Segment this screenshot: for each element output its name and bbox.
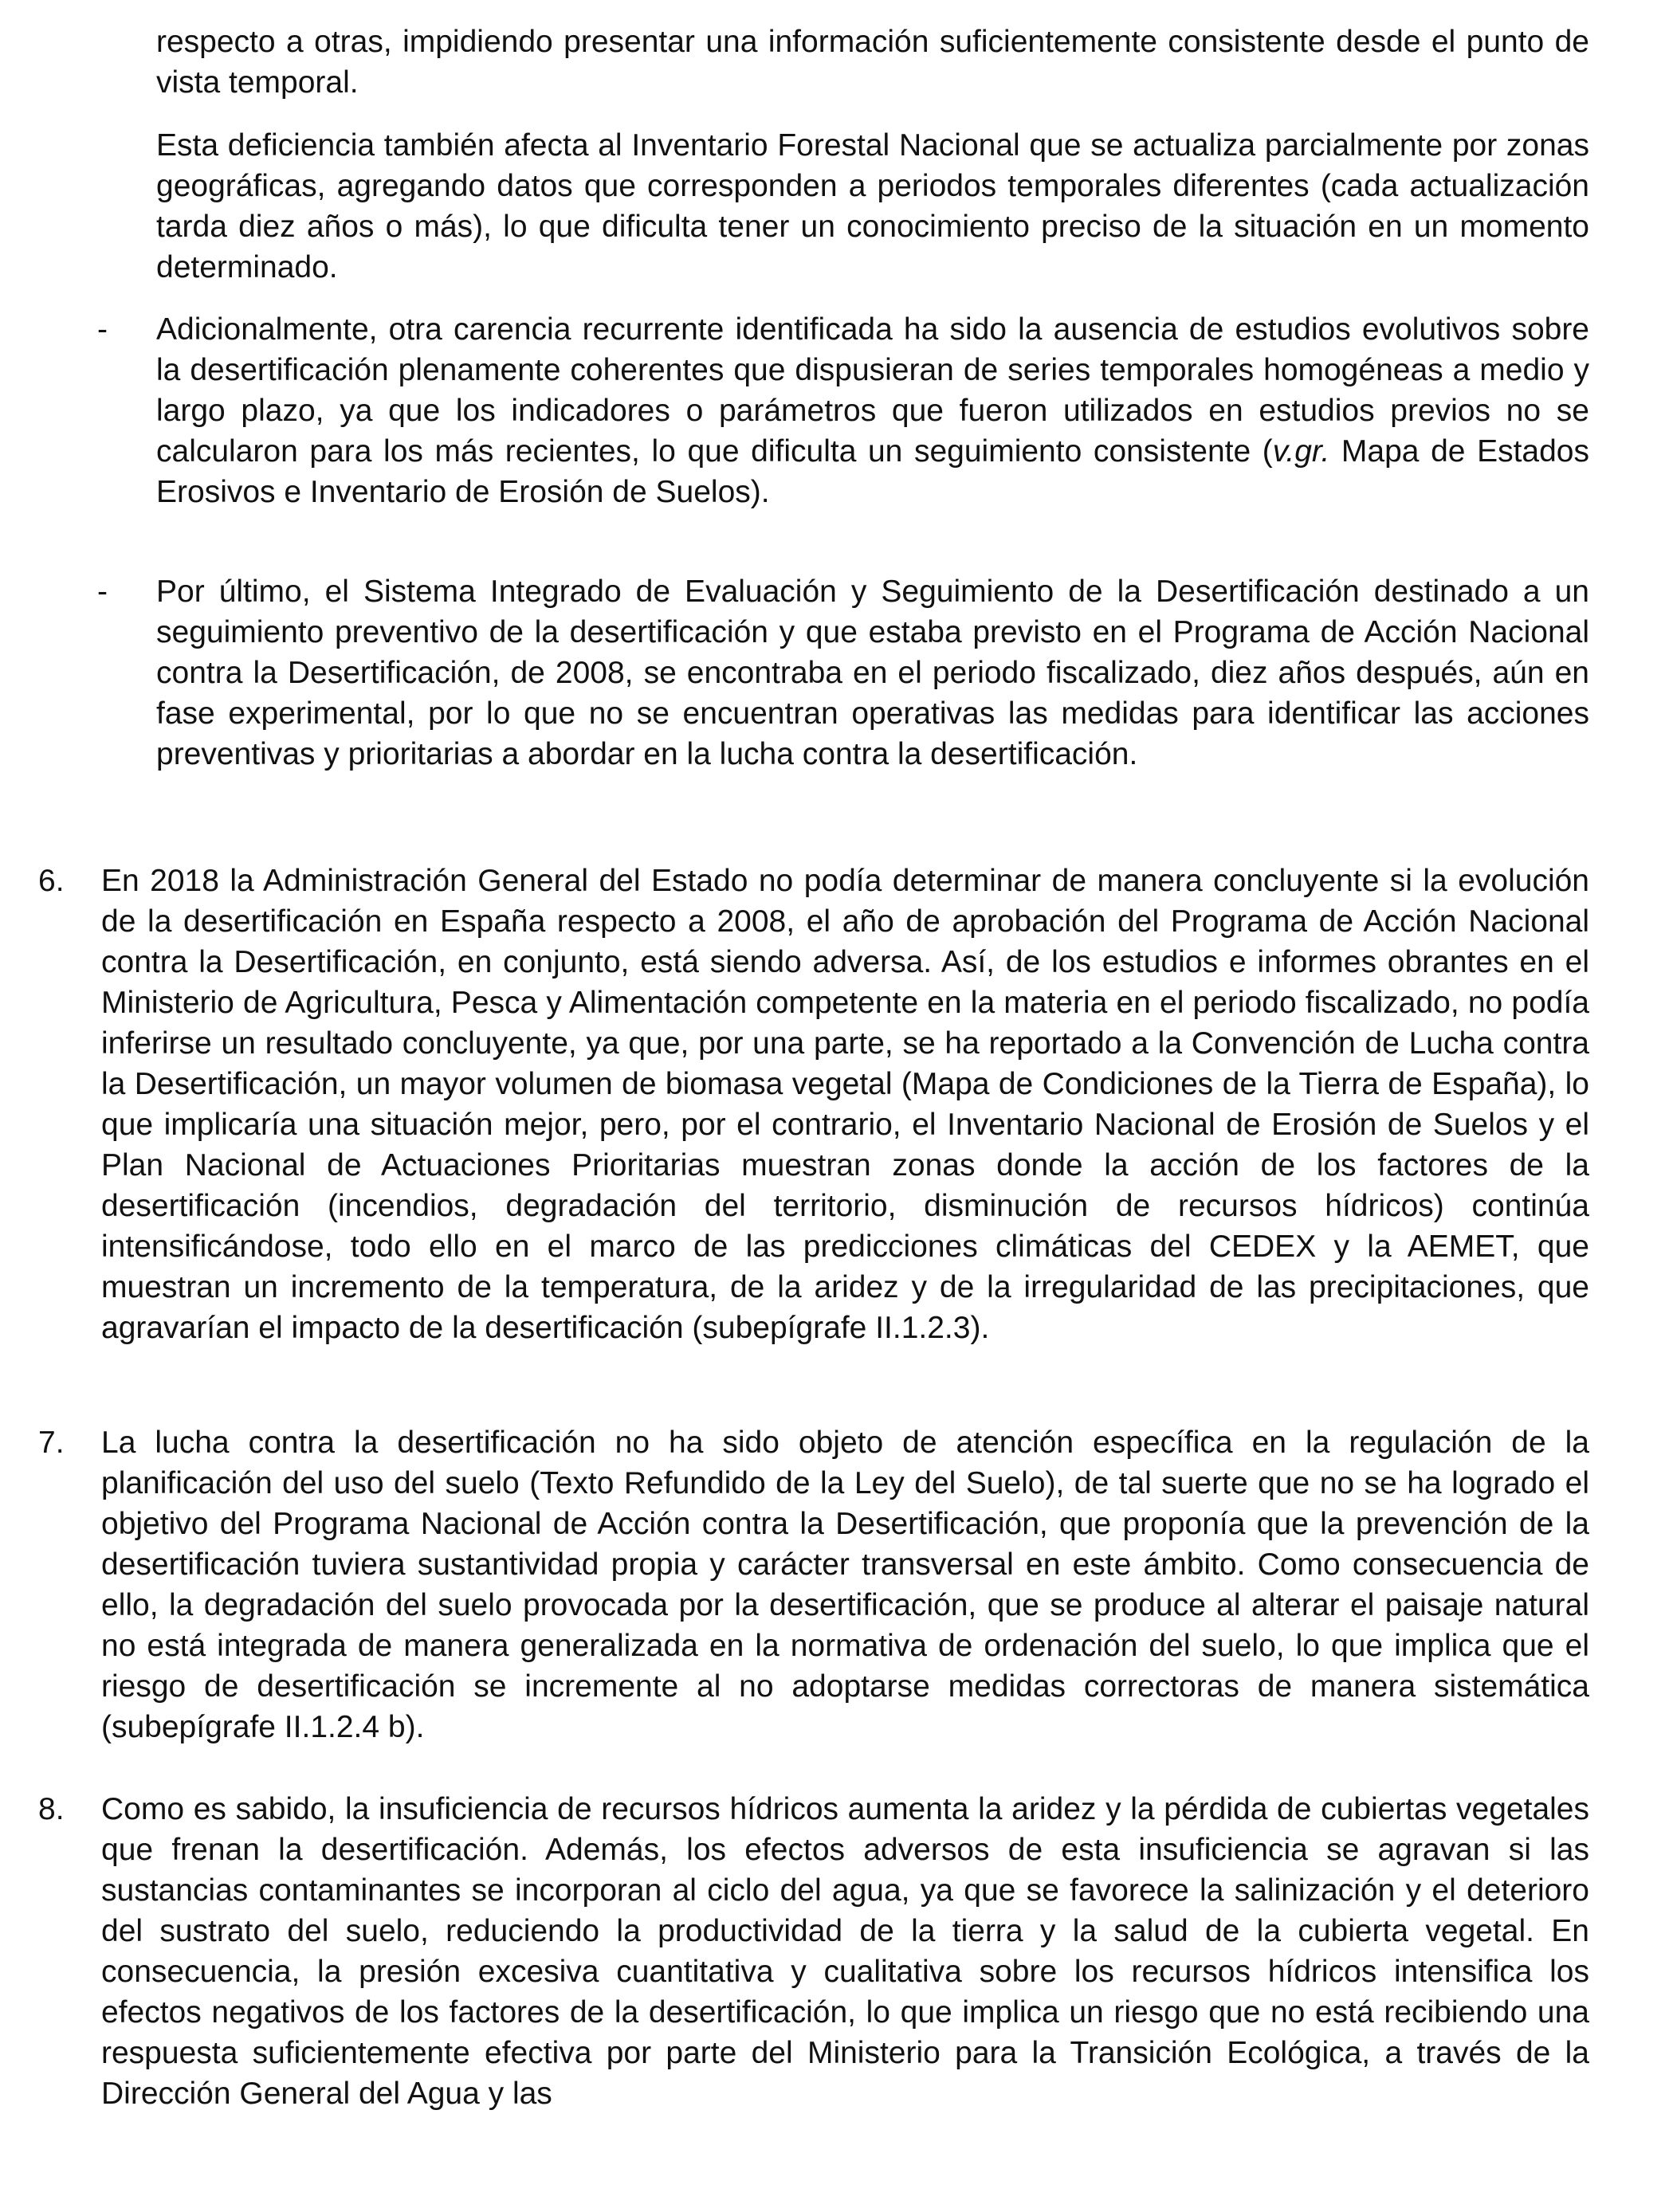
item-text: La lucha contra la desertificación no ha sido objeto de atención específica en la regulación de la planificación del uso del suelo (Texto Refundido de la Ley del Suelo), de tal suerte que no se ha logrado el objetivo del Programa Nacional de Acción contra la Desertificación, que proponía que la prevención de la desertificación tuviera sustantividad propia y carácter transversal en este ámbito. Como consecuencia de ello, la degradación del suelo provocada por la desertificación, que se produce al alterar el paisaje natural no está integrada de manera generalizada en la normativa de ordenación del suelo, lo que implica que el riesgo de desertificación se incremente al no adoptarse medidas correctoras de manera sistemática (subepígrafe II.1.2.4 b). <box>101 1426 1589 1744</box>
bullet-text <box>156 309 1589 512</box>
bullet-dash: - <box>97 312 108 347</box>
item-number: 8. <box>38 1792 65 1826</box>
bullet-text-part: Adicionalmente, otra carencia recurrente identificada ha sido la ausencia de estudios evolutivos sobre la desertificación plenamente coherentes que dispusieran de series temporales homogéneas a medio y largo plazo, ya que los indicadores o parámetros que fueron utilizados en estudios previos no se calcularon para los más recientes, lo que dificulta un seguimiento consistente ( <box>156 312 1589 469</box>
bullet-item <box>97 309 1589 512</box>
paragraph-text: respecto a otras, impidiendo presentar una información suficientemente consistente desde el punto de vista temporal. <box>156 25 1589 100</box>
item-text: En 2018 la Administración General del Estado no podía determinar de manera concluyente si la evolución de la desertificación en España respecto a 2008, el año de aprobación del Programa de Acción Nacional contra la Desertificación, en conjunto, está siendo adversa. Así, de los estudios e informes obrantes en el Ministerio de Agricultura, Pesca y Alimentación competente en la materia en el periodo fiscalizado, no podía inferirse un resultado concluyente, ya que, por una parte, se ha reportado a la Convención de Lucha contra la Desertificación, un mayor volumen de biomasa vegetal (Mapa de Condiciones de la Tierra de España), lo que implicaría una situación mejor, pero, por el contrario, el Inventario Nacional de Erosión de Suelos y el Plan Nacional de Actuaciones Prioritarias muestran zonas donde la acción de los factores de la desertificación (incendios, degradación del territorio, disminución de recursos hídricos) continúa intensificándose, todo ello en el marco de las predicciones climáticas del CEDEX y la AEMET, que muestran un incremento de la temperatura, de la aridez y de la irregularidad de las precipitaciones, que agravarían el impacto de la desertificación (subepígrafe II.1.2.3). <box>101 864 1589 1345</box>
continuation-paragraph <box>156 22 1589 103</box>
bullet-text-part: Mapa de Estados Erosivos e Inventario de Erosión de Suelos). <box>156 434 1589 509</box>
item-number: 6. <box>38 864 65 898</box>
numbered-item-7 <box>38 1422 1589 1747</box>
numbered-item-6 <box>38 861 1589 1348</box>
paragraph-text: Esta deficiencia también afecta al Inventario Forestal Nacional que se actualiza parcialmente por zonas geográficas, agregando datos que corresponden a periodos temporales diferentes (cada actualización tarda diez años o más), lo que dificulta tener un conocimiento preciso de la situación en un momento determinado. <box>156 128 1589 284</box>
item-number: 7. <box>38 1426 65 1460</box>
numbered-item-8 <box>38 1789 1589 2114</box>
item-text: Como es sabido, la insuficiencia de recursos hídricos aumenta la aridez y la pérdida de cubiertas vegetales que frenan la desertificación. Además, los efectos adversos de esta insuficiencia se agravan si las sustancias contaminantes se incorporan al ciclo del agua, ya que se favorece la salinización y el deterioro del sustrato del suelo, reduciendo la productividad de la tierra y la salud de la cubierta vegetal. En consecuencia, la presión excesiva cuantitativa y cualitativa sobre los recursos hídricos intensifica los efectos negativos de los factores de la desertificación, lo que implica un riesgo que no está recibiendo una respuesta suficientemente efectiva por parte del Ministerio para la Transición Ecológica, a través de la Dirección General del Agua y las <box>101 1792 1589 2111</box>
bullet-text: Por último, el Sistema Integrado de Evaluación y Seguimiento de la Desertificación destinado a un seguimiento preventivo de la desertificación y que estaba previsto en el Programa de Acción Nacional contra la Desertificación, de 2008, se encontraba en el periodo fiscalizado, diez años después, aún en fase experimental, por lo que no se encuentran operativas las medidas para identificar las acciones preventivas y prioritarias a abordar en la lucha contra la desertificación. <box>156 575 1589 771</box>
italic-abbreviation: v.gr. <box>1272 434 1330 469</box>
bullet-item <box>97 571 1589 775</box>
bullet-dash: - <box>97 575 108 609</box>
continuation-paragraph-inventory <box>156 125 1589 288</box>
